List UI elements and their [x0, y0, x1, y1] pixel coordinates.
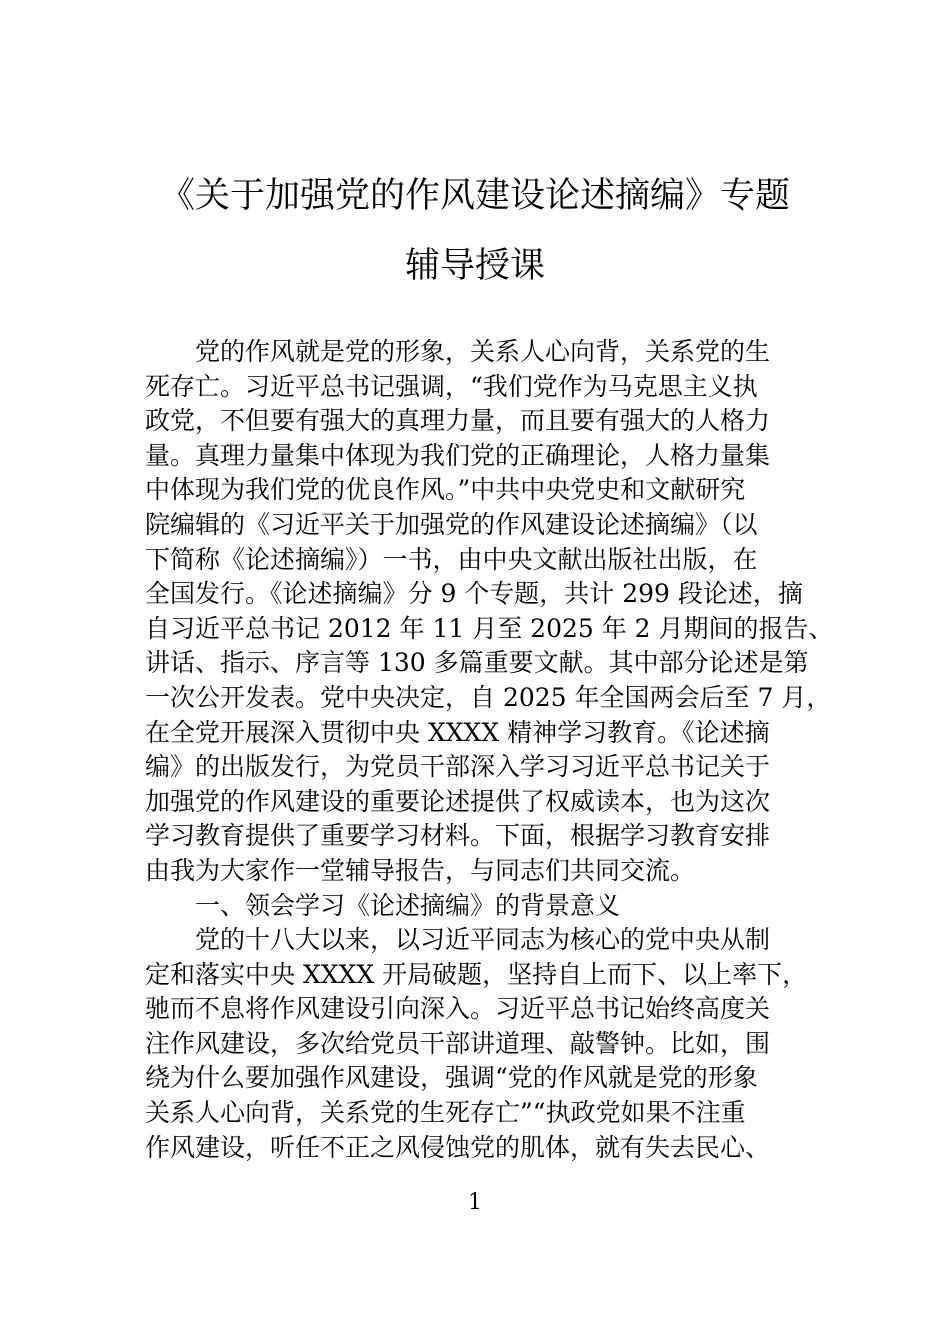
body-line: 关系人心向背，关系党的生死存亡”“执政党如果不注重: [145, 1098, 746, 1128]
body-line: 量。真理力量集中体现为我们党的正确理论，人格力量集: [145, 440, 771, 470]
body-line: 党的作风就是党的形象，关系人心向背，关系党的生: [195, 337, 771, 366]
body-line: 中体现为我们党的优良作风。”中共中央党史和文献研究: [145, 475, 746, 505]
body-line: 自习近平总书记 2012 年 11 月至 2025 年 2 月期间的报告、: [145, 613, 834, 643]
body-line: 党的十八大以来，以习近平同志为核心的党中央从制: [195, 925, 771, 955]
body-line: 驰而不息将作风建设引向深入。习近平总书记始终高度关: [145, 994, 771, 1024]
document-body: [145, 335, 835, 1165]
body-line: 院编辑的《习近平关于加强党的作风建设论述摘编》（以: [145, 509, 758, 539]
body-line: 定和落实中央 XXXX 开局破题，坚持自上而下、以上率下，: [145, 959, 808, 989]
body-line: 一次公开发表。党中央决定，自 2025 年全国两会后至 7 月，: [145, 682, 832, 712]
body-line: 加强党的作风建设的重要论述提供了权威读本，也为这次: [145, 786, 771, 816]
document-title-line-1: 《关于加强党的作风建设论述摘编》专题: [159, 176, 790, 216]
document-title-line-2: 辅导授课: [404, 246, 545, 286]
body-line: 政党，不但要有强大的真理力量，而且要有强大的人格力: [145, 406, 771, 436]
body-line: 学习教育提供了重要学习材料。下面，根据学习教育安排: [145, 821, 771, 851]
body-line: 作风建设，听任不正之风侵蚀党的肌体，就有失去民心、: [145, 1132, 771, 1162]
body-line: 全国发行。《论述摘编》分 9 个专题，共计 299 段论述，摘: [145, 579, 803, 609]
page-number: 1: [468, 1190, 482, 1215]
body-line: 绕为什么要加强作风建设，强调“党的作风就是党的形象: [145, 1063, 758, 1093]
body-line: 由我为大家作一堂辅导报告，与同志们共同交流。: [145, 855, 696, 885]
body-line: 死存亡。习近平总书记强调，“我们党作为马克思主义执: [145, 371, 758, 401]
body-line: 在全党开展深入贯彻中央 XXXX 精神学习教育。《论述摘: [145, 717, 770, 747]
body-line: 编》的出版发行，为党员干部深入学习习近平总书记关于: [145, 752, 771, 782]
body-line: 下简称《论述摘编》）一书，由中央文献出版社出版，在: [145, 544, 758, 574]
body-line: 讲话、指示、序言等 130 多篇重要文献。其中部分论述是第: [145, 648, 809, 678]
section-heading: 一、领会学习《论述摘编》的背景意义: [195, 890, 621, 920]
body-line: 注作风建设，多次给党员干部讲道理、敲警钟。比如，围: [145, 1028, 771, 1058]
